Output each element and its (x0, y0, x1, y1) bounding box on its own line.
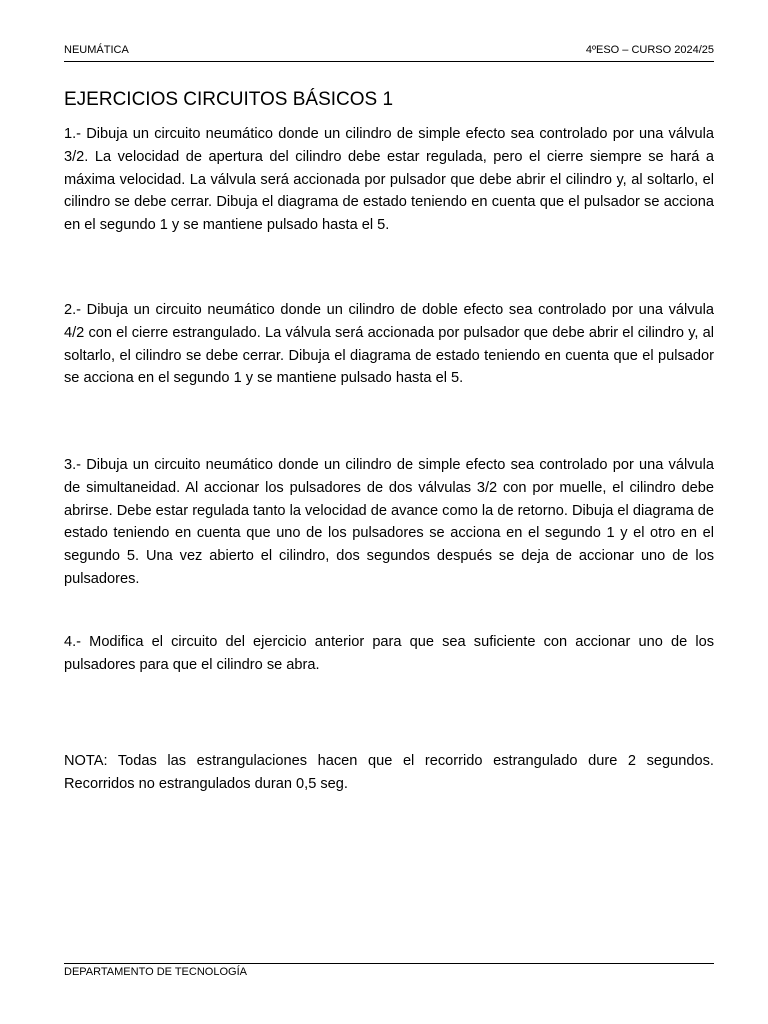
header-subject: NEUMÁTICA (64, 44, 129, 56)
footer-department: DEPARTAMENTO DE TECNOLOGÍA (64, 966, 247, 978)
note-paragraph: NOTA: Todas las estrangulaciones hacen que el recorrido estrangulado dure 2 segundos. Recorridos no estrangulados duran 0,5 seg. (64, 753, 714, 792)
exercise-4: 4.- Modifica el circuito del ejercicio anterior para que sea suficiente con accionar uno de los pulsadores para que el cilindro se abra. (64, 634, 714, 673)
page-footer (64, 963, 714, 979)
exercise-2: 2.- Dibuja un circuito neumático donde un cilindro de doble efecto sea controlado por una válvula 4/2 con el cierre estrangulado. La válvula será accionada por pulsador que debe abrir el cilindro y, al soltarlo, el cilindro se debe cerrar. Dibuja el diagrama de estado teniendo en cuenta que el pulsador se acciona en el segundo 1 y se mantiene pulsado hasta el 5. (64, 302, 714, 387)
page-header (64, 44, 714, 62)
page-title: EJERCICIOS CIRCUITOS BÁSICOS 1 (64, 89, 394, 110)
exercise-1: 1.- Dibuja un circuito neumático donde un cilindro de simple efecto sea controlado por una válvula 3/2. La velocidad de apertura del cilindro debe estar regulada, pero el cierre siempre se hará a máxima velocidad. La válvula será accionada por pulsador que debe abrir el cilindro y, al soltarlo, el cilindro se debe cerrar. Dibuja el diagrama de estado teniendo en cuenta que el pulsador se acciona en el segundo 1 y se mantiene pulsado hasta el 5. (64, 126, 714, 234)
exercise-3: 3.- Dibuja un circuito neumático donde un cilindro de simple efecto sea controlado por una válvula de simultaneidad. Al accionar los pulsadores de dos válvulas 3/2 con por muelle, el cilindro debe abrirse. Debe estar regulada tanto la velocidad de avance como la de retorno. Dibuja el diagrama de estado teniendo en cuenta que uno de los pulsadores se acciona en el segundo 1 y el otro en el segundo 5. Una vez abierto el cilindro, dos segundos después se deja de accionar uno de los pulsadores. (64, 457, 714, 587)
header-course: 4ºESO – CURSO 2024/25 (585, 44, 714, 56)
